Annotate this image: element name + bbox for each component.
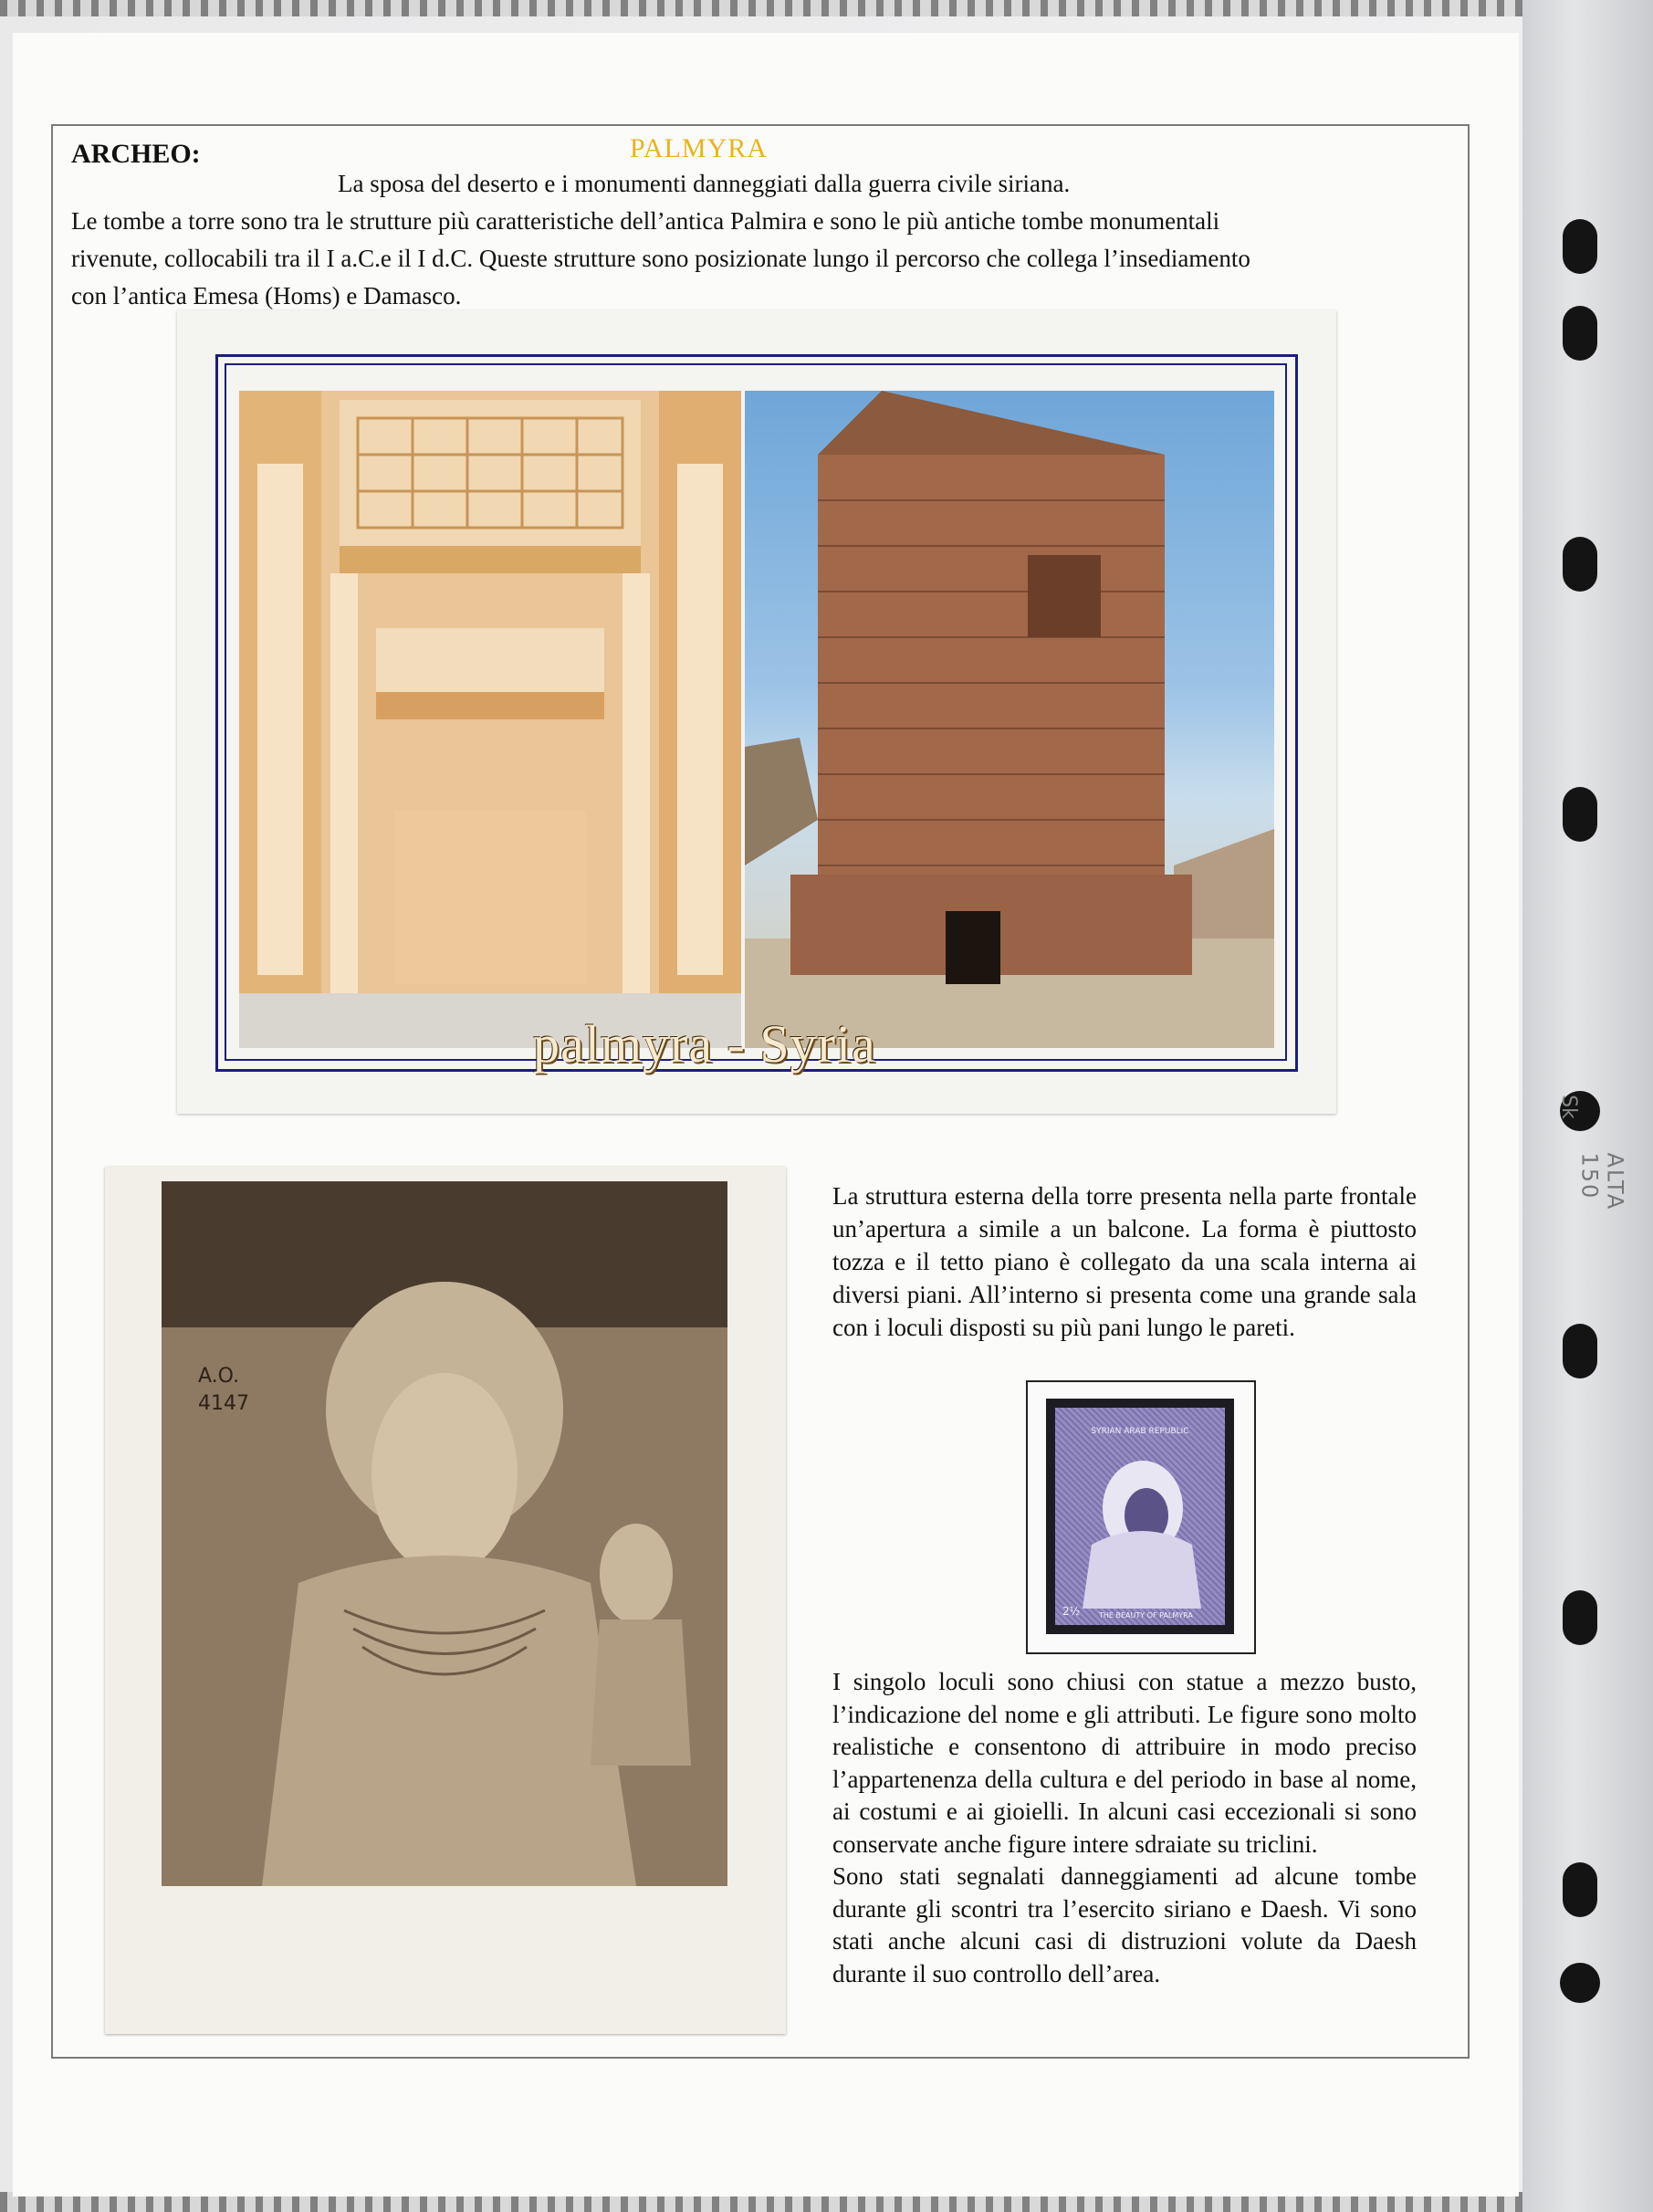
binder-hole (1563, 1324, 1597, 1379)
binder-hole (1563, 787, 1597, 842)
funerary-relief-photo (162, 1181, 727, 1886)
loculi-paragraph-1: I singolo loculi sono chiusi con statue a mezzo busto, l’indicazione del nome e gli attributi. Le figure sono molto realistiche e consentono di attribuire in modo preciso l’appartenenza della cultura e del periodo in base al nome, ai costumi e ai gioielli. In alcuni casi eccezionali si sono conservate anche figure intere sdraiate su triclini. (832, 1668, 1417, 1858)
intro-line: Le tombe a torre sono tra le strutture più caratteristiche dell’antica Palmira e sono le più antiche tombe monumentali (71, 207, 1220, 235)
relief-photo-card (105, 1167, 786, 2034)
intro-paragraph (71, 203, 1431, 315)
binder-hole (1563, 1862, 1597, 1917)
tower-tomb-photo (745, 391, 1274, 1048)
section-label: ARCHEO: (71, 139, 201, 169)
binder-hole (1560, 1963, 1600, 2003)
binder-hole (1563, 1590, 1597, 1645)
binder-hole (1563, 537, 1597, 592)
svg-text:4147: 4147 (198, 1392, 249, 1415)
page-subtitle: La sposa del deserto e i monumenti danneggiati dalla guerra civile siriana. (338, 170, 1071, 197)
stamp-image (1055, 1408, 1225, 1625)
postcard-caption: palmyra - Syria (533, 1014, 876, 1074)
tower-paragraph: La struttura esterna della torre presenta nella parte frontale un’apertura a simile a un balcone. La forma è piuttosto tozza e il tetto piano è collegato da una scala interna ai diversi piani. All’interno si presenta come una grande sala con i loculi disposti su più pani lungo le pareti. (832, 1182, 1417, 1341)
loculi-paragraph-2: Sono stati segnalati danneggiamenti ad alcune tombe durante gli scontri tra l’esercito siriano e Daesh. Vi sono stati anche alcuni casi di distruzioni volute da Daesh durante il suo controllo dell’area. (832, 1862, 1417, 1987)
intro-line: con l’antica Emesa (Homs) e Damasco. (71, 282, 462, 309)
binder-hole (1563, 219, 1597, 274)
intro-line: rivenute, collocabili tra il I a.C.e il I d.C. Queste strutture sono posizionate lungo il percorso che collega l’insediamento (71, 245, 1250, 272)
tomb-interior-photo (239, 391, 741, 1048)
stamp-mount (1026, 1380, 1256, 1654)
stamp-footer: THE BEAUTY OF PALMYRA (1099, 1611, 1193, 1620)
sleeve-logo: Sk (1556, 1095, 1580, 1119)
postage-stamp (1046, 1399, 1234, 1634)
binder-hole (1563, 306, 1597, 361)
stamp-country: SYRIAN ARAB REPUBLIC (1091, 1427, 1189, 1436)
page-title: PALMYRA (630, 133, 768, 163)
stamp-value: 2½ (1062, 1605, 1081, 1618)
postcard (177, 310, 1336, 1114)
sleeve-brand-mark: ALTA 150 (1576, 1152, 1628, 1211)
loculi-paragraph (832, 1666, 1417, 1990)
svg-text:A.O.: A.O. (198, 1365, 240, 1388)
sleeve-perforation-top (0, 0, 1533, 16)
